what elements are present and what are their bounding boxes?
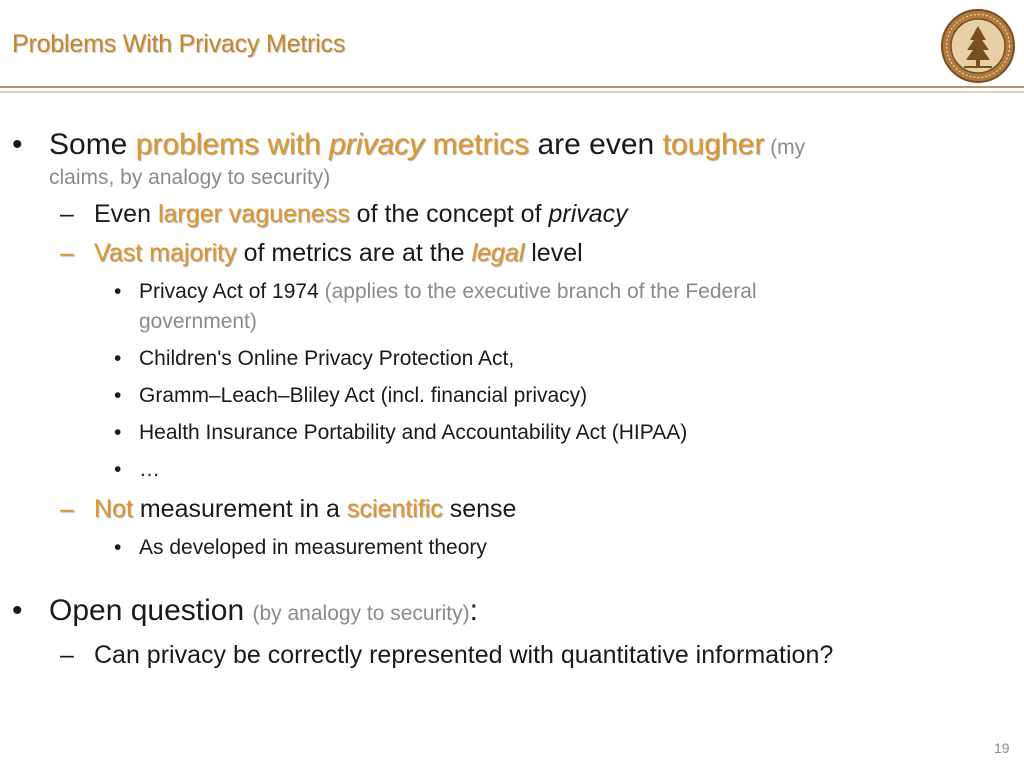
text: measurement in a <box>132 495 347 523</box>
list-item-hipaa: Health Insurance Portability and Accountability Act (HIPAA) <box>139 421 688 444</box>
subbullet-vast-majority <box>94 239 583 268</box>
highlight-text: metrics <box>424 128 530 161</box>
bullet-some-problems <box>49 128 805 162</box>
dash-marker: – <box>60 239 74 267</box>
small-bullet-marker: • <box>114 421 122 444</box>
page-number: 19 <box>994 740 1010 756</box>
list-item-privacy-act <box>139 280 757 304</box>
small-bullet-marker: • <box>114 384 122 407</box>
note-text: (applies to the executive branch of the Federal <box>324 280 757 303</box>
small-bullet-marker: • <box>114 536 122 559</box>
small-bullet-marker: • <box>114 458 122 481</box>
text: level <box>524 239 583 267</box>
subbullet-larger-vagueness <box>94 200 628 229</box>
header-rule-secondary <box>0 91 1024 93</box>
highlight-text: scientific <box>346 495 443 523</box>
text: of metrics are at the <box>236 239 472 267</box>
dash-marker: – <box>60 641 74 669</box>
list-item-ellipsis: … <box>139 458 160 481</box>
highlight-text: Not <box>94 495 133 523</box>
small-bullet-marker: • <box>114 347 122 370</box>
highlight-text: legal <box>471 239 525 267</box>
text: of the concept of <box>349 200 549 228</box>
dash-marker: – <box>60 200 74 228</box>
note-text-continued: government) <box>139 310 257 333</box>
text: : <box>469 594 478 627</box>
list-item-glba: Gramm–Leach–Bliley Act (incl. financial privacy) <box>139 384 588 407</box>
text: are even <box>529 128 663 161</box>
university-seal-icon <box>940 8 1016 84</box>
text: Some <box>49 128 136 161</box>
text: Privacy Act of 1974 <box>139 280 325 303</box>
bullet-open-question <box>49 594 478 628</box>
list-item-coppa: Children's Online Privacy Protection Act, <box>139 347 515 370</box>
note-text: (by analogy to security) <box>252 602 470 625</box>
note-text-continued: claims, by analogy to security) <box>49 166 331 189</box>
highlight-text: Vast majority <box>94 239 237 267</box>
text: Even <box>94 200 158 228</box>
small-bullet-marker: • <box>114 280 122 303</box>
highlight-text: tougher <box>662 128 765 161</box>
bullet-marker: • <box>12 128 23 161</box>
highlight-text: privacy <box>329 128 425 161</box>
note-text: (my <box>764 136 806 159</box>
subbullet-not-measurement <box>94 495 516 524</box>
highlight-text: problems with <box>135 128 330 161</box>
subbullet-quantitative-question: Can privacy be correctly represented with quantitative information? <box>94 641 834 669</box>
slide-title: Problems With Privacy Metrics <box>12 30 346 58</box>
header-rule <box>0 86 1024 88</box>
text: sense <box>442 495 517 523</box>
list-item-measurement-theory: As developed in measurement theory <box>139 536 487 559</box>
highlight-text: larger vagueness <box>157 200 350 228</box>
bullet-marker: • <box>12 594 23 627</box>
dash-marker: – <box>60 495 74 523</box>
italic-text: privacy <box>548 200 628 228</box>
text: Open question <box>49 594 253 627</box>
